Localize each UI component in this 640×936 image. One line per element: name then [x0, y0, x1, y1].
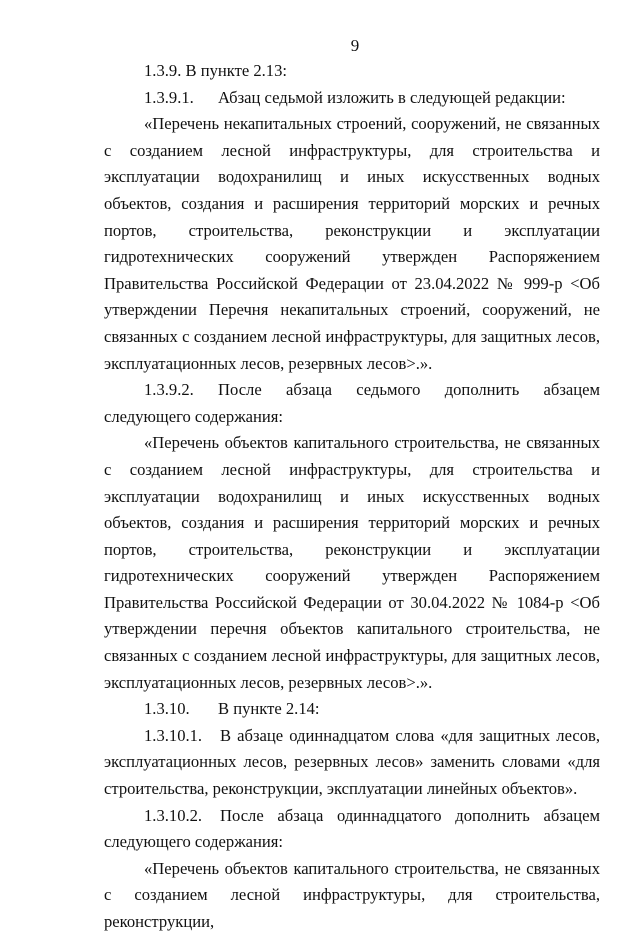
quoted-paragraph-1 [104, 111, 600, 377]
paragraph-text: 1.3.9. В пункте 2.13: [144, 61, 288, 80]
page-number: 9 [350, 36, 360, 55]
paragraph-text: Абзац седьмой изложить в следующей редакции: [218, 87, 566, 107]
clause-number: 1.3.10. [144, 699, 190, 719]
paragraph-1-3-10-2 [104, 803, 600, 856]
paragraph-text: В абзаце одиннадцатом слова «для защитных лесов, эксплуатационных лесов, резервных лесов» заменить словами «для строительства, реконструкции, эксплуатации линейных объектов». [104, 725, 600, 799]
paragraph-text: «Перечень некапитальных строений, сооружений, не связанных с созданием лесной инфраструктуры, для строительства и эксплуатации водохранилищ и иных искусственных водных объектов, создания и расширения территорий морских и речных портов, строительства, реконструкции и эксплуатации гидротехнических сооружений утвержден Распоряжением Правительства Российской Федерации от 23.04.2022 № 999-р <Об утверждении Перечня некапитальных строений, сооружений, не связанных с созданием лесной инфраструктуры, для защитных лесов, эксплуатационных лесов, резервных лесов>.». [104, 114, 600, 373]
paragraph-1-3-9-2 [104, 377, 600, 430]
paragraph-text: «Перечень объектов капитального строительства, не связанных с созданием лесной инфраструктуры, для строительства и эксплуатации водохранилищ и иных искусственных водных объектов, создания и расширения территорий морских и речных портов, строительства, реконструкции и эксплуатации гидротехнических сооружений утвержден Распоряжением Правительства Российской Федерации от 30.04.2022 № 1084-р <Об утверждении перечня объектов капитального строительства, не связанных с созданием лесной инфраструктуры, для защитных лесов, эксплуатационных лесов, резервных лесов>.». [104, 433, 600, 692]
clause-number: 1.3.9.1. [144, 87, 194, 107]
paragraph-1-3-9-1 [104, 85, 600, 112]
paragraph-1-3-10 [104, 696, 600, 723]
clause-number: 1.3.10.1. [144, 725, 203, 745]
clause-number: 1.3.10.2. [144, 805, 203, 825]
quoted-paragraph-3 [104, 856, 600, 936]
paragraph-text: После абзаца седьмого дополнить абзацем следующего содержания: [104, 380, 600, 426]
paragraph-1-3-9 [104, 58, 600, 85]
document-body [104, 58, 600, 936]
quoted-paragraph-2 [104, 430, 600, 696]
clause-number: 1.3.9.2. [144, 380, 194, 400]
paragraph-text: В пункте 2.14: [218, 699, 320, 719]
paragraph-text: «Перечень объектов капитального строительства, не связанных с созданием лесной инфраструктуры, для строительства, реконструкции, [104, 858, 600, 931]
paragraph-text: После абзаца одиннадцатого дополнить абзацем следующего содержания: [104, 805, 600, 852]
paragraph-1-3-10-1 [104, 723, 600, 803]
